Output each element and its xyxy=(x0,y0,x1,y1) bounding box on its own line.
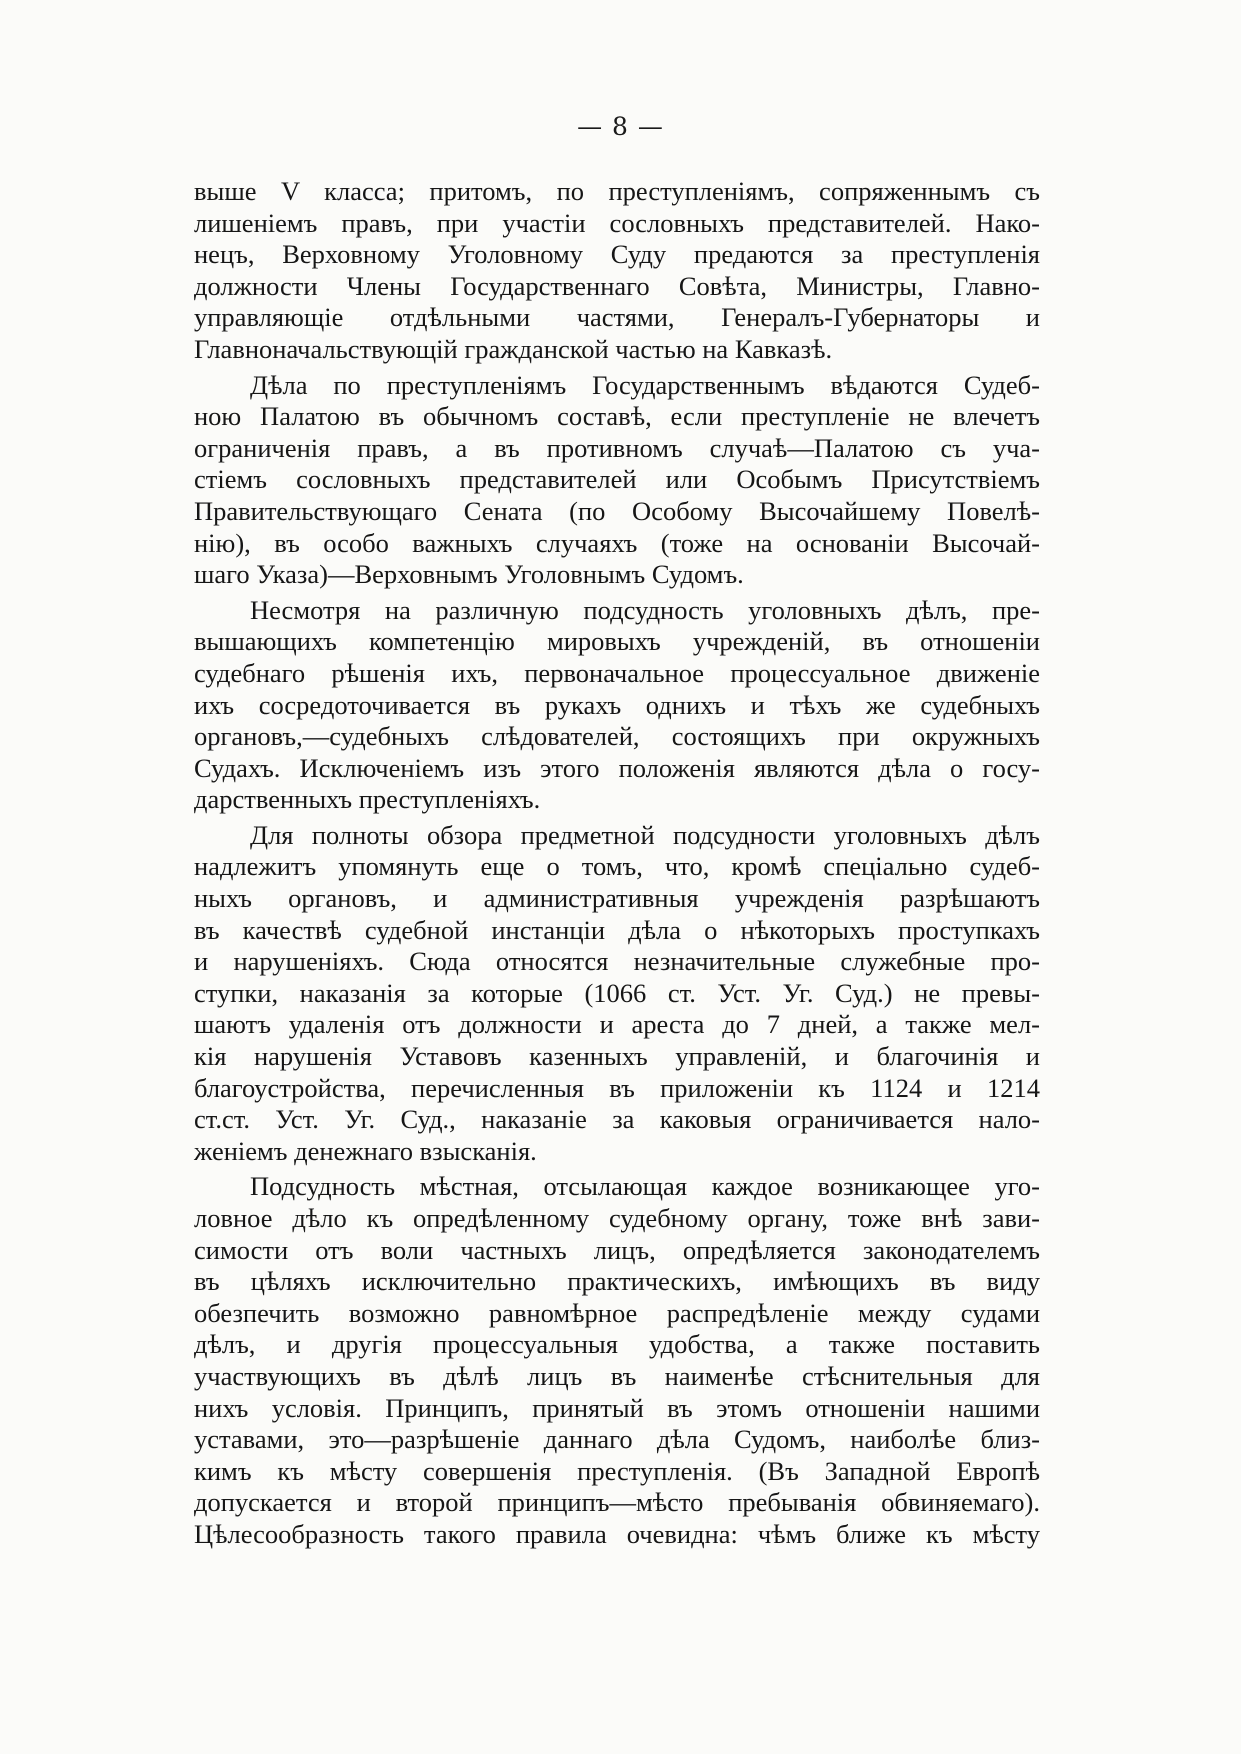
text-line: симости отъ воли частныхъ лицъ, опредѣляется законодателемъ xyxy=(194,1234,1040,1265)
text-line: благоустройства, перечисленныя въ приложеніи къ 1124 и 1214 xyxy=(194,1072,1040,1103)
paragraph-4 xyxy=(194,820,1040,1168)
text-line: ихъ сосредоточивается въ рукахъ однихъ и тѣхъ же судебныхъ xyxy=(194,689,1040,720)
text-line: ловное дѣло къ опредѣленному судебному органу, тоже внѣ зави- xyxy=(194,1203,1040,1233)
text-line: Главноначальствующій гражданской частью на Кавказѣ. xyxy=(194,333,833,364)
text-line: судебнаго рѣшенія ихъ, первоначальное процессуальное движеніе xyxy=(194,657,1040,688)
text-line: стіемъ сословныхъ представителей или Особымъ Присутствіемъ xyxy=(194,464,1040,495)
text-line: ною Палатою въ обычномъ составѣ, если преступленіе не влечетъ xyxy=(194,401,1040,432)
text-line: выше V класса; притомъ, по преступленіямъ, сопряженнымъ съ xyxy=(194,176,1040,206)
paragraph-3 xyxy=(194,595,1040,816)
text-line: нихъ условія. Принципъ, принятый въ этомъ отношеніи нашими xyxy=(194,1392,1040,1423)
text-line: и нарушеніяхъ. Сюда относятся незначительные служебные про- xyxy=(194,946,1040,977)
text-line: Цѣлесообразность такого правила очевидна: чѣмъ ближе къ мѣсту xyxy=(194,1518,1040,1549)
text-line: допускается и второй принципъ—мѣсто пребыванія обвиняемаго). xyxy=(194,1487,1040,1518)
text-line: Подсудность мѣстная, отсылающая каждое возникающее уго- xyxy=(250,1171,1040,1202)
page-number: — 8 — xyxy=(577,112,664,141)
text-line: обезпечить возможно равномѣрное распредѣленіе между судами xyxy=(194,1297,1040,1328)
text-line: дарственныхъ преступленіяхъ. xyxy=(194,784,541,815)
text-line: кимъ къ мѣсту совершенія преступленія. (Въ Западной Европѣ xyxy=(194,1455,1040,1486)
text-line: уставами, это—разрѣшеніе даннаго дѣла Судомъ, наиболѣе близ- xyxy=(194,1424,1040,1455)
text-line: ступки, наказанія за которые (1066 ст. Уст. Уг. Суд.) не превы- xyxy=(194,977,1040,1008)
text-line: управляющіе отдѣльными частями, Генералъ-Губернаторы и xyxy=(194,302,1040,333)
text-line: ст.ст. Уст. Уг. Суд., наказаніе за каковыя ограничивается нало- xyxy=(194,1104,1040,1135)
text-line: шаго Указа)—Верховнымъ Уголовнымъ Судомъ. xyxy=(194,559,744,590)
text-line: кія нарушенія Уставовъ казенныхъ управленій, и благочинія и xyxy=(194,1041,1040,1072)
text-line: ныхъ органовъ, и административныя учрежденія разрѣшаютъ xyxy=(194,883,1040,914)
text-line: ограниченія правъ, а въ противномъ случаѣ—Палатою съ уча- xyxy=(194,432,1040,463)
text-line: женіемъ денежнаго взысканія. xyxy=(194,1135,537,1166)
text-line: въ цѣляхъ исключительно практическихъ, имѣющихъ въ виду xyxy=(194,1266,1040,1297)
text-line: нію), въ особо важныхъ случаяхъ (тоже на основаніи Высочай- xyxy=(194,527,1040,558)
paragraph-5 xyxy=(194,1171,1040,1550)
text-line: лишеніемъ правъ, при участіи сословныхъ представителей. Нако- xyxy=(194,207,1040,238)
text-line: шаютъ удаленія отъ должности и ареста до 7 дней, а также мел- xyxy=(194,1009,1040,1040)
body-text xyxy=(194,176,1040,1551)
text-line: Судахъ. Исключеніемъ изъ этого положенія являются дѣла о госу- xyxy=(194,752,1040,783)
text-line: Правительствующаго Сената (по Особому Высочайшему Повелѣ- xyxy=(194,495,1040,526)
paragraph-2 xyxy=(194,370,1040,591)
text-line: Несмотря на различную подсудность уголовныхъ дѣлъ, пре- xyxy=(250,594,1040,625)
text-line: участвующихъ въ дѣлѣ лицъ въ наименѣе стѣснительныя для xyxy=(194,1360,1040,1391)
text-line: въ качествѣ судебной инстанціи дѣла о нѣкоторыхъ проступкахъ xyxy=(194,914,1040,945)
text-line: дѣлъ, и другія процессуальныя удобства, а также поставить xyxy=(194,1329,1040,1360)
text-line: Для полноты обзора предметной подсудности уголовныхъ дѣлъ xyxy=(250,819,1040,850)
text-line: нецъ, Верховному Уголовному Суду предаются за преступленія xyxy=(194,239,1040,270)
paragraph-1 xyxy=(194,176,1040,366)
text-line: должности Члены Государственнаго Совѣта, Министры, Главно- xyxy=(194,270,1040,301)
text-line: Дѣла по преступленіямъ Государственнымъ вѣдаются Судеб- xyxy=(250,369,1040,400)
text-line: органовъ,—судебныхъ слѣдователей, состоящихъ при окружныхъ xyxy=(194,721,1040,752)
text-line: надлежитъ упомянуть еще о томъ, что, кромѣ спеціально судеб- xyxy=(194,851,1040,882)
text-line: вышающихъ компетенцію мировыхъ учрежденій, въ отношеніи xyxy=(194,626,1040,657)
